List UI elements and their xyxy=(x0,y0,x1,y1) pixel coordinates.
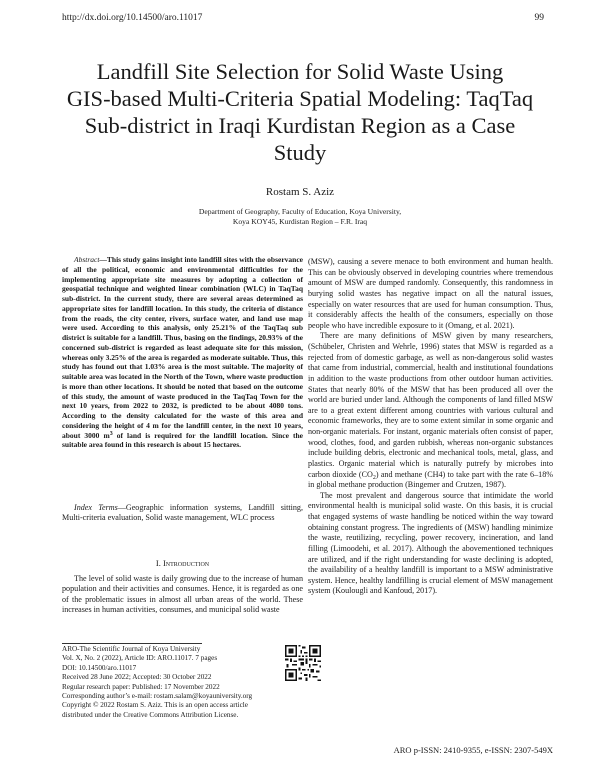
footnote-line: Vol. X, No. 2 (2022), Article ID: ARO.11017. 7 pages xyxy=(62,654,218,663)
index-terms-text: —Geographic information systems, Landfill sitting, Multi-criteria evaluation, Solid waste management, WLC process xyxy=(62,503,303,523)
title-line: Landfill Site Selection for Solid Waste Using xyxy=(96,59,504,84)
footnote-line: Received 28 June 2022; Accepted: 30 October 2022 xyxy=(62,673,212,682)
section-heading xyxy=(62,558,303,568)
section-number: I. xyxy=(155,558,161,568)
doi-url[interactable]: http://dx.doi.org/10.14500/aro.11017 xyxy=(62,13,203,23)
right-column xyxy=(308,257,553,597)
paragraph: The most prevalent and dangerous source that intimidate the world environmental health is municipal solid waste. On this basis, it is crucial that engaged systems of waste handling be noticed within the way toward obtaining constant progress. The ingredients of (MSW) handling minimize the waste, reutilizing, recycling, power recovery, incineration, and land filling (Limoodehi, et al. 2017). Although the abovementioned techniques are utilized, and if the right understanding for waste declining is adopted, the availability of a healthy landfill is important to a MSW administrative system. Hence, healthy landfilling is crucial element of MSW management system (Koulougli and Kanfoud, 2017). xyxy=(308,490,553,596)
title-line: Study xyxy=(273,140,327,165)
abstract-label: Abstract xyxy=(74,255,100,264)
footnote-line[interactable]: Corresponding author’s e-mail: rostam.salam@koyauniversity.org xyxy=(62,692,253,701)
paragraph-text: There are many definitions of MSW given by many researchers, (Schübeler, Christen and Wehrle, 1996) states that MSW is regarded as a rejected from of domestic garbage, as well as non-dangerous solid wastes that came from industrial, commercial, health and institutional foundations in addition to the waste productions from other outdoor human activities. States that nearly 80% of the MSW that has been produced all over the world are buried under land. Although the components of land filled MSW are to a great extent different among countries with various cultural and economic frameworks, they are to some extent similar in some organic and non-organic materials. For instant, organic materials often consist of paper, wood, clothes, food, and garden rubbish, whereas non-organic substances include building debris, electronic and mechanical tools, metal, glass, and plastics. Organic material which is naturally putrefy by microbes into carbon dioxide (CO xyxy=(308,331,553,479)
footnote-line: DOI: 10.14500/aro.11017 xyxy=(62,663,137,672)
issn-footer: ARO p-ISSN: 2410-9355, e-ISSN: 2307-549X xyxy=(393,745,553,755)
section-title: Introduction xyxy=(162,558,210,568)
subscript: 2 xyxy=(372,474,376,481)
paragraph: (MSW), causing a severe menace to both environment and human health. This can be obviously observed in developing countries where tremendous amount of MSW are dumped randomly. Consequently, this randomness in burying solid wastes has negative impact on all the natural issues, especially on water resources that are used for human consumption. Thus, it considerably affects the health of the consumers, especially on those people who have incredible exposure to it (Omang, et al. 2021). xyxy=(308,257,553,330)
intro-left-paragraph xyxy=(62,574,303,616)
page-number: 99 xyxy=(534,13,544,23)
index-terms-label: Index Terms xyxy=(74,503,118,512)
intro-text: The level of solid waste is daily growing due to the increase of human population and their activities and consumes. Hence, it is regarded as one of the problematic issues in almost all urban areas of the world. These increases in human activities, consumes, and municipal solid waste xyxy=(62,574,303,615)
abstract xyxy=(62,255,303,450)
abstract-text: —This study gains insight into landfill sites with the observance of all the political, economic and environmental difficulties for the implementing appropriate site measures by adopting a collection of geospatial technique and weighted linear combination (WLC) in TaqTaq sub-district. In the current study, there are several areas determined as appropriate sites for landfill location. In this study, the criteria of distance from the roads, the city center, rivers, surface water, and land use map were used. According to this analysis, only 25.21% of the TaqTaq sub district is suitable for a landfill. Thus, basing on the findings, 20.93% of the concerned sub-district is regarded as least adequate site for this mission, whereas only 3.25% of the area is regarded as moderate suitable. Thus, this study has found out that 1.03% area is the most suitable. The majority of suitable area was located in the North of the Town, where waste production is more than other locations. It should be noted that based on the outcome of this study, the amount of waste produced in the TaqTaq Town for the next 10 years, from 2022 to 2032, is predicted to be about 4080 tons. According to the density calculated for the waste of this area and considering the height of 4 m for the landfill center, in the next 10 years, about 3000 m xyxy=(62,255,303,440)
abstract-text-end: of land is required for the landfill location. Since the suitable area found in this research is about 15 hectares. xyxy=(62,430,303,450)
author-name: Rostam S. Aziz xyxy=(265,186,335,198)
title-line: Sub-district in Iraqi Kurdistan Region as a Case xyxy=(84,113,516,138)
affiliation-line: Department of Geography, Faculty of Education, Koya University, xyxy=(198,207,402,216)
paragraph xyxy=(308,331,553,490)
footnote-line: distributed under the Creative Commons Attribution License. xyxy=(62,710,239,719)
affiliation-line: Koya KOY45, Kurdistan Region – F.R. Iraq xyxy=(232,217,368,226)
title-line: GIS-based Multi-Criteria Spatial Modeling: TaqTaq xyxy=(66,86,534,111)
paragraph-text: ) and methane (CH4) to take part with the rate 6–18% in global methane production (Bingemer and Crutzen, 1987). xyxy=(308,469,553,490)
footnote-line: ARO-The Scientific Journal of Koya University xyxy=(62,645,201,653)
abstract-superscript: 3 xyxy=(109,430,113,437)
footnote-line: Regular research paper: Published: 17 November 2022 xyxy=(62,682,220,691)
affiliation xyxy=(150,207,450,227)
qr-code-icon[interactable] xyxy=(285,645,321,681)
footnote-line: Copyright © 2022 Rostam S. Aziz. This is an open access article xyxy=(62,701,248,710)
footnote-divider xyxy=(62,643,202,644)
paper-title xyxy=(60,58,540,166)
article-footnote xyxy=(62,645,282,720)
index-terms xyxy=(62,503,303,524)
